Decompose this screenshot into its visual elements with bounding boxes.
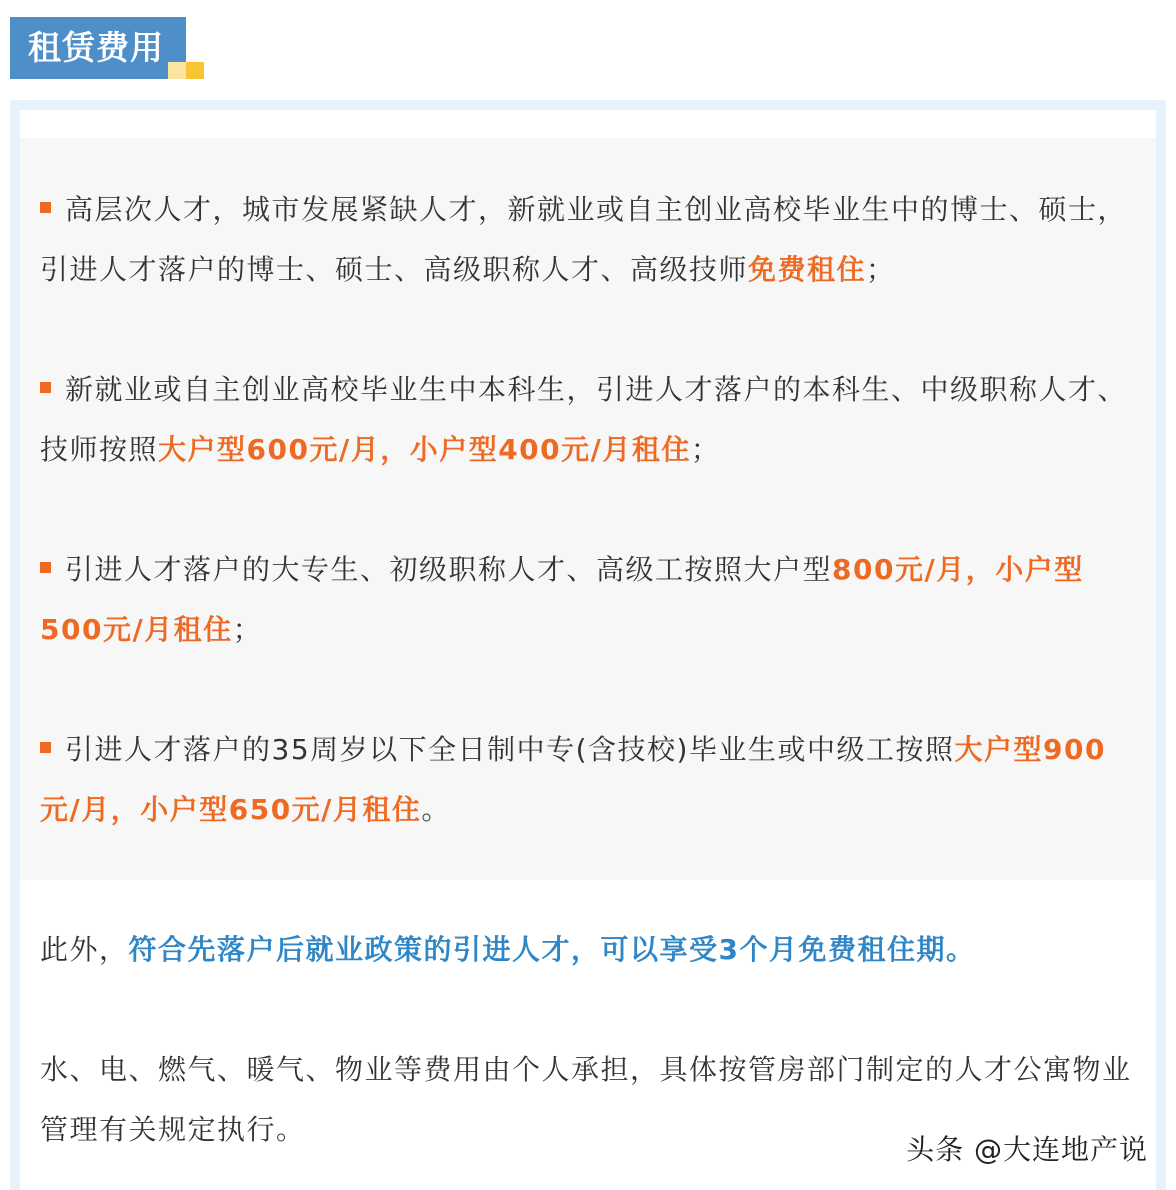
item-text: 引进人才落户的35周岁以下全日制中专(含技校)毕业生或中级工按照 [65, 733, 955, 766]
item-punct: ； [690, 433, 721, 466]
list-item-bachelor [40, 360, 1145, 480]
section-title: 租赁费用 [10, 17, 186, 79]
title-accent-light [168, 62, 186, 79]
title-accent [186, 62, 204, 79]
item-text: 高层次人才，城市发展紧缺人才，新就业或自主创业高校毕业生中的博士、硕士，引进人才落户的博士、硕士、高级职称人才、高级技师 [40, 193, 1128, 286]
utilities-text: 水、电、燃气、暖气、物业等费用由个人承担，具体按管房部门制定的人才公寓物业管理有关规定执行。 [40, 1053, 1132, 1146]
item-punct: 。 [421, 793, 451, 826]
item-text: 新就业或自主创业高校毕业生中本科生，引进人才落户的本科生、中级职称人才、技师按照 [40, 373, 1128, 466]
content-panel [10, 100, 1166, 1190]
extra-prefix: 此外， [40, 933, 129, 966]
watermark: 头条 @大连地产说 [906, 1133, 1148, 1166]
list-item-doctor-master [40, 180, 1145, 300]
square-bullet-icon [40, 562, 51, 573]
item-highlight: 大户型900元/月，小户型650元/月租住 [40, 733, 1106, 826]
list-item-vocational [40, 720, 1145, 840]
square-bullet-icon [40, 202, 51, 213]
item-punct: ； [232, 613, 263, 646]
extra-note [40, 920, 1145, 980]
square-bullet-icon [40, 382, 51, 393]
item-text: 引进人才落户的大专生、初级职称人才、高级工按照大户型 [65, 553, 833, 586]
panel-top-strip [20, 110, 1156, 138]
item-highlight: 大户型600元/月，小户型400元/月租住 [158, 433, 691, 466]
item-punct: ； [866, 253, 896, 286]
item-highlight: 800元/月，小户型500元/月租住 [40, 553, 1084, 646]
item-highlight: 免费租住 [748, 253, 867, 286]
list-item-college [40, 540, 1145, 660]
extra-highlight: 符合先落户后就业政策的引进人才，可以享受3个月免费租住期。 [128, 933, 976, 966]
square-bullet-icon [40, 742, 51, 753]
